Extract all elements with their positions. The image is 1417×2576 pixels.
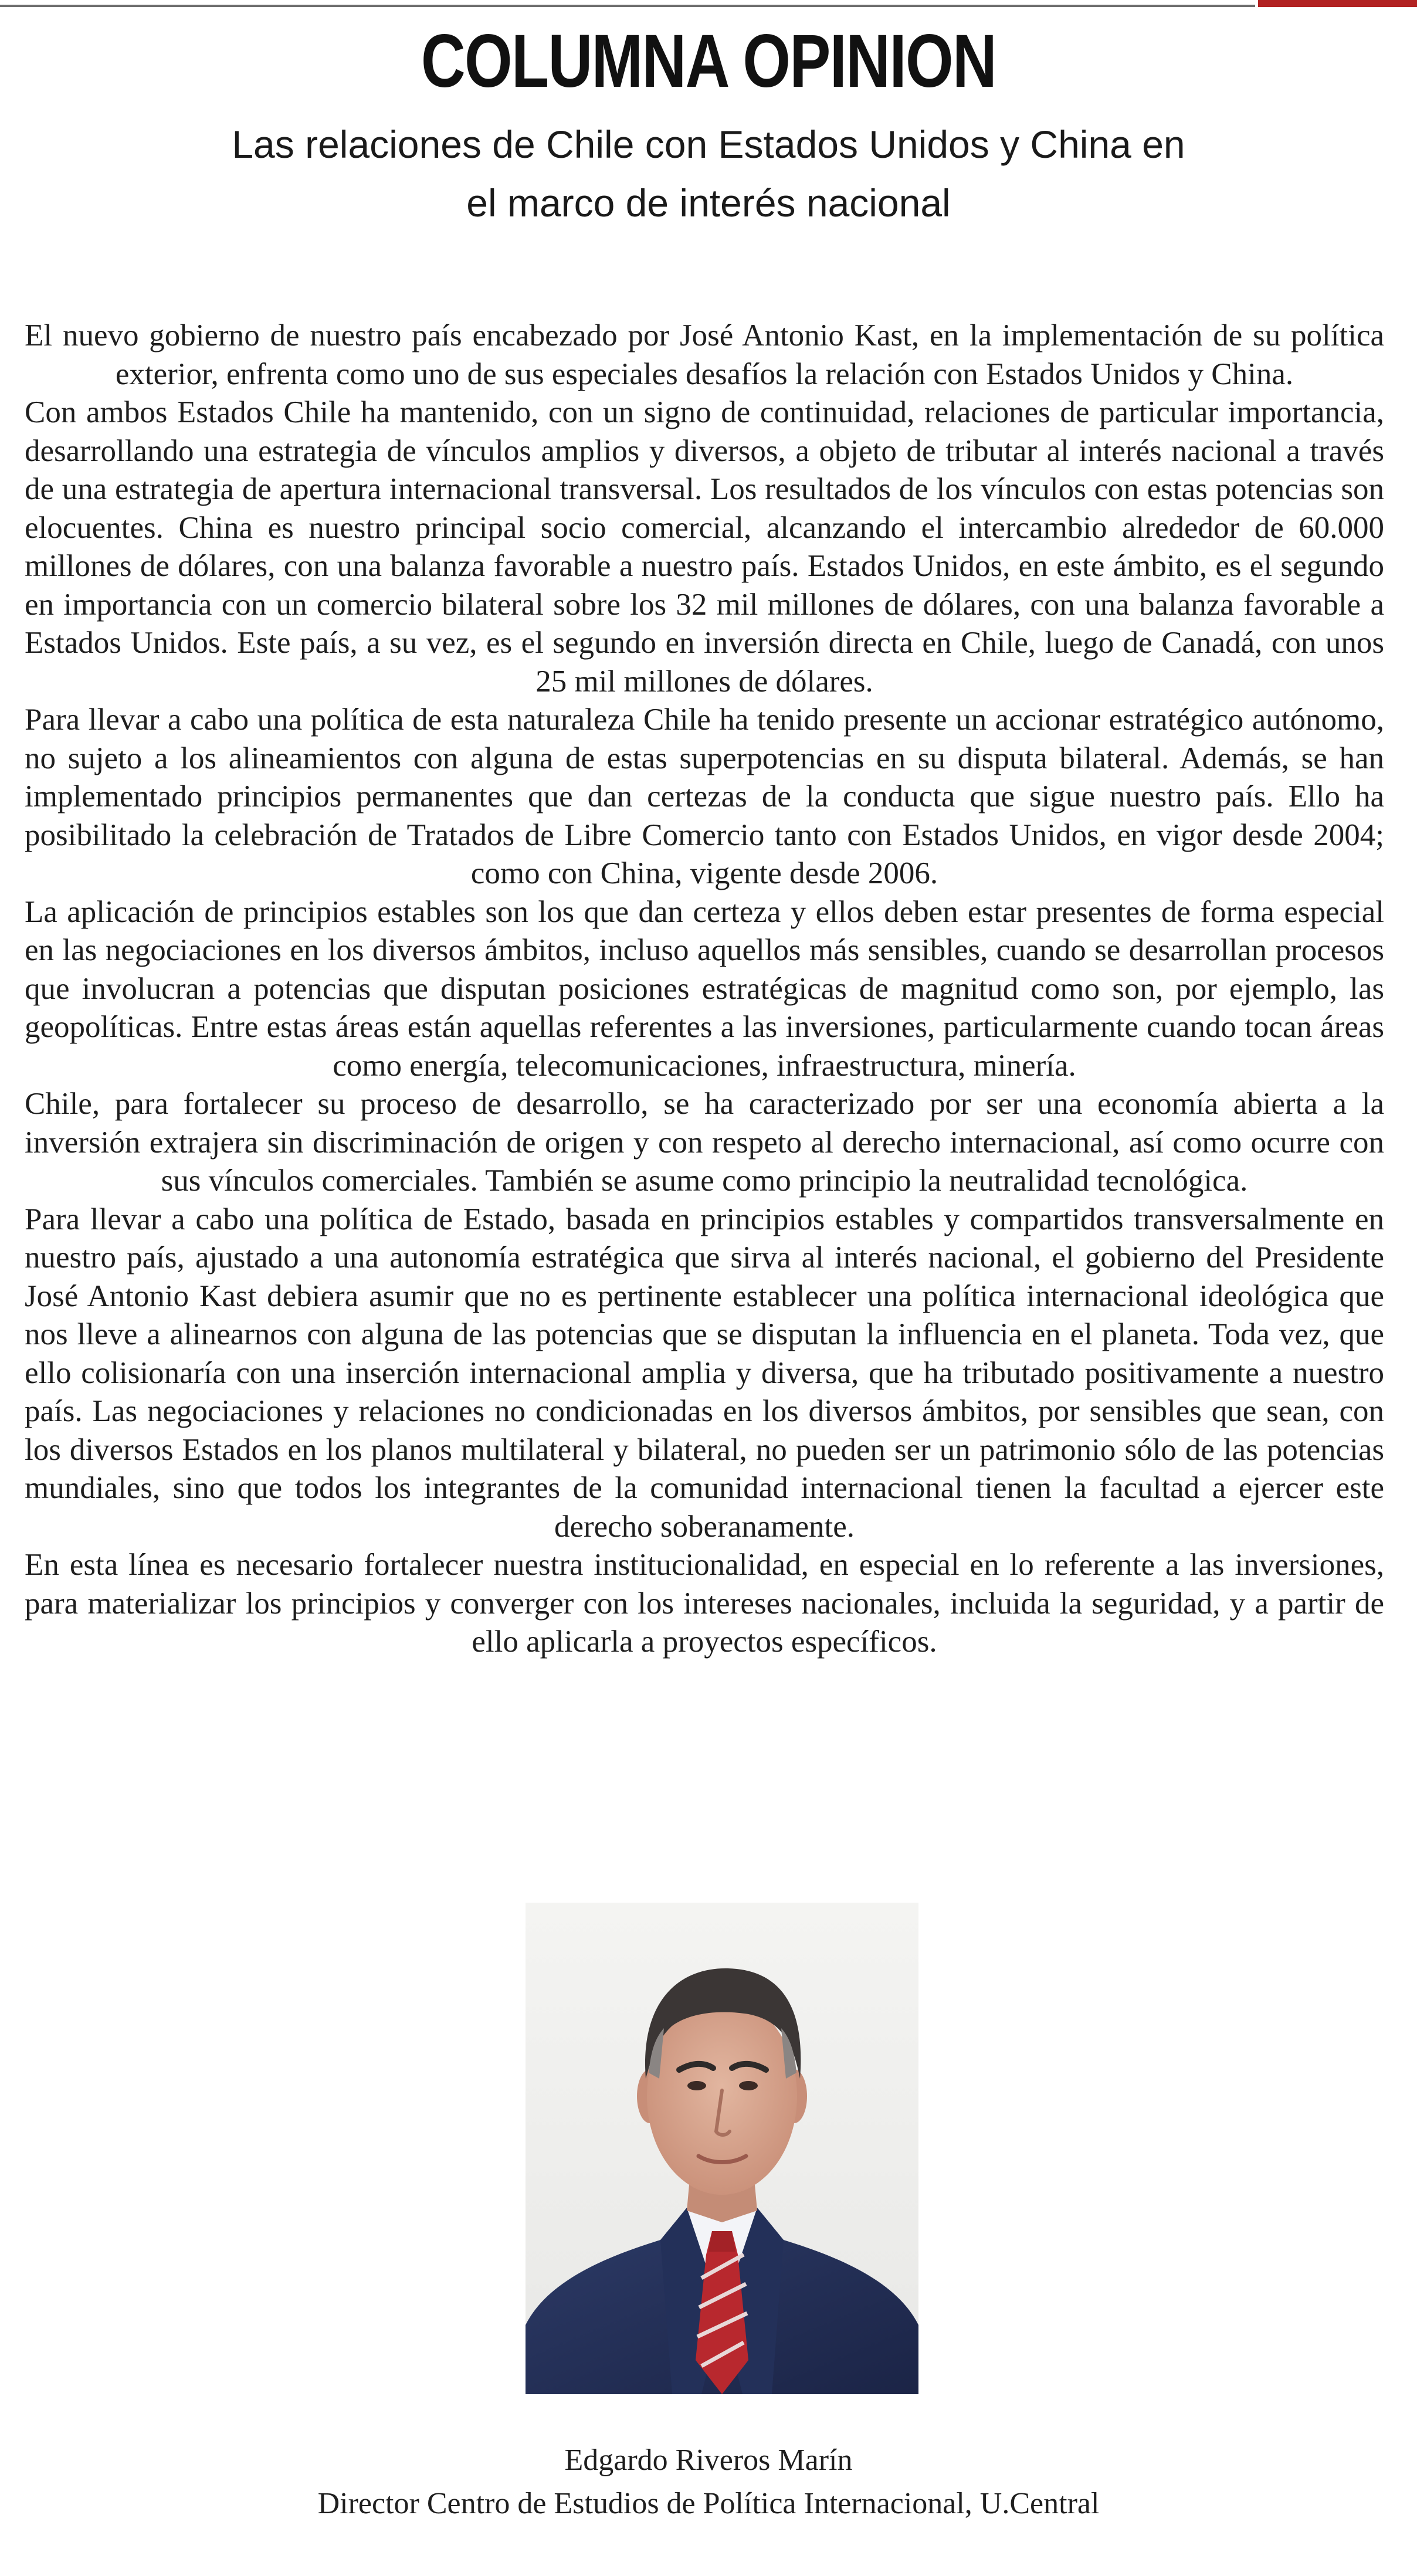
- top-rule: [0, 5, 1255, 7]
- top-accent-bar: [1258, 0, 1417, 7]
- article-paragraph: El nuevo gobierno de nuestro país encabezado por José Antonio Kast, en la implementación de su política exterior, enfrenta como uno de sus especiales desafíos la relación con Estados Unidos y China.: [25, 318, 1384, 391]
- article-body: [25, 317, 1384, 1662]
- section-title: COLUMNA OPINION: [421, 19, 996, 103]
- article-paragraph: Chile, para fortalecer su proceso de desarrollo, se ha caracterizado por ser una economía abierta a la inversión extrajera sin discriminación de origen y con respeto al derecho internacional, así como ocurre con sus vínculos comerciales. También se asume como principio la neutralidad tecnológica.: [25, 1087, 1384, 1198]
- article-paragraph: La aplicación de principios estables son los que dan certeza y ellos deben estar presentes de forma especial en las negociaciones en los diversos ámbitos, incluso aquellos más sensibles, cuando se desarrollan procesos que involucran a potencias que disputan posiciones estratégicas de magnitud como son, por ejemplo, las geopolíticas. Entre estas áreas están aquellas referentes a las inversiones, particularmente cuando tocan áreas como energía, telecomunicaciones, infraestructura, minería.: [25, 894, 1384, 1083]
- article-paragraph: Para llevar a cabo una política de esta naturaleza Chile ha tenido presente un accionar estratégico autónomo, no sujeto a los alineamientos con alguna de estas superpotencias en su disputa bilateral. Además, se han implementado principios permanentes que dan certezas de la conducta que sigue nuestro país. Ello ha posibilitado la celebración de Tratados de Libre Comercio tanto con Estados Unidos, en vigor desde 2004; como con China, vigente desde 2006.: [25, 703, 1384, 890]
- author-portrait: [526, 1903, 918, 2394]
- author-byline: [0, 2439, 1417, 2526]
- article-paragraph: Para llevar a cabo una política de Estado, basada en principios estables y compartidos transversalmente en nuestro país, ajustado a una autonomía estratégica que sirva al interés nacional, el gobierno del Presidente José Antonio Kast debiera asumir que no es pertinente establecer una política internacional ideológica que nos lleve a alinearnos con alguna de las potencias que se disputan la influencia en el planeta. Toda vez, que ello colisionaría con una inserción internacional amplia y diversa, que ha tributado positivamente a nuestro país. Las negociaciones y relaciones no condicionadas en los diversos ámbitos, por sensibles que sean, con los diversos Estados en los planos multilateral y bilateral, no pueden ser un patrimonio sólo de las potencias mundiales, sino que todos los integrantes de la comunidad internacional tienen la facultad a ejercer este derecho soberanamente.: [25, 1202, 1384, 1544]
- article-paragraph: En esta línea es necesario fortalecer nuestra institucionalidad, en especial en lo referente a las inversiones, para materializar los principios y converger con los intereses nacionales, incluida la seguridad, y a partir de ello aplicarla a proyectos específicos.: [25, 1548, 1384, 1659]
- article-paragraph: Con ambos Estados Chile ha mantenido, con un signo de continuidad, relaciones de particular importancia, desarrollando una estrategia de vínculos amplios y diversos, a objeto de tributar al interés nacional a través de una estrategia de apertura internacional transversal. Los resultados de los vínculos con estas potencias son elocuentes. China es nuestro principal socio comercial, alcanzando el intercambio alrededor de 60.000 millones de dólares, con una balanza favorable a nuestro país. Estados Unidos, en este ámbito, es el segundo en importancia con un comercio bilateral sobre los 32 mil millones de dólares, con una balanza favorable a Estados Unidos. Este país, a su vez, es el segundo en inversión directa en Chile, luego de Canadá, con unos 25 mil millones de dólares.: [25, 395, 1384, 699]
- author-portrait-illustration: [526, 1903, 918, 2394]
- author-role: Director Centro de Estudios de Política Internacional, U.Central: [317, 2487, 1100, 2520]
- article-subtitle: [176, 115, 1241, 232]
- subtitle-line-1: Las relaciones de Chile con Estados Unidos y China en: [232, 123, 1185, 166]
- author-name: Edgardo Riveros Marín: [564, 2443, 853, 2477]
- subtitle-line-2: el marco de interés nacional: [466, 181, 951, 225]
